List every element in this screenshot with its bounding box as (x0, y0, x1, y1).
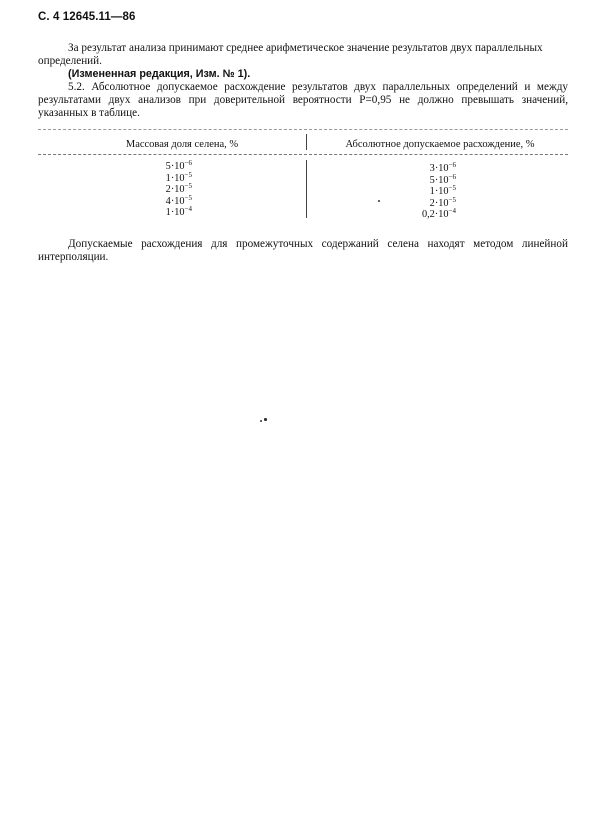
table-header-tolerance: Абсолютное допускаемое расхождение, % (345, 139, 535, 150)
table-cell-mass: $2\cdot 10^{-5}$ (165, 182, 192, 195)
table-cell-tolerance: $5\cdot 10^{-6}$ (429, 172, 456, 186)
table-cell-tolerance: $2\cdot 10^{-5}$ (429, 195, 456, 209)
table-cell-mass: $1\cdot 10^{-5}$ (165, 170, 192, 184)
scan-speck (260, 420, 262, 422)
scan-speck (264, 418, 267, 421)
table-cell-mass: $1\cdot 10^{-4}$ (165, 205, 192, 218)
amendment-note: (Измененная редакция, Изм. № 1). (68, 68, 251, 80)
tolerance-paragraph: 5.2. Абсолютное допускаемое расхождение результатов двух параллельных определений и между результатами двух анализов при доверительной вероятности P=0,95 не должно превышать значений, указанных в таблице. (38, 81, 568, 119)
table-cell-tolerance: $3\cdot 10^{-6}$ (429, 161, 456, 174)
interpolation-paragraph: Допускаемые расхождения для промежуточных содержаний селена находят методом линейной интерполяции. (38, 238, 568, 263)
table-header-mass-fraction: Массовая доля селена, % (125, 139, 239, 150)
result-paragraph: За результат анализа принимают среднее арифметическое значение результатов двух параллельных определений. (38, 42, 543, 67)
table-top-rule (38, 129, 568, 130)
table-cell-mass: $4\cdot 10^{-5}$ (165, 193, 192, 207)
table-header-rule (38, 154, 568, 155)
table-cell-tolerance: $0,2\cdot 10^{-4}$ (421, 207, 456, 220)
table-cell-mass: $5\cdot 10^{-6}$ (165, 159, 192, 172)
table-header-separator (306, 134, 307, 150)
page-header: С. 4 12645.11—86 (38, 11, 136, 23)
table-cell-tolerance: $1\cdot 10^{-5}$ (429, 184, 456, 197)
scan-speck (378, 200, 380, 202)
table-column-separator (306, 160, 307, 218)
